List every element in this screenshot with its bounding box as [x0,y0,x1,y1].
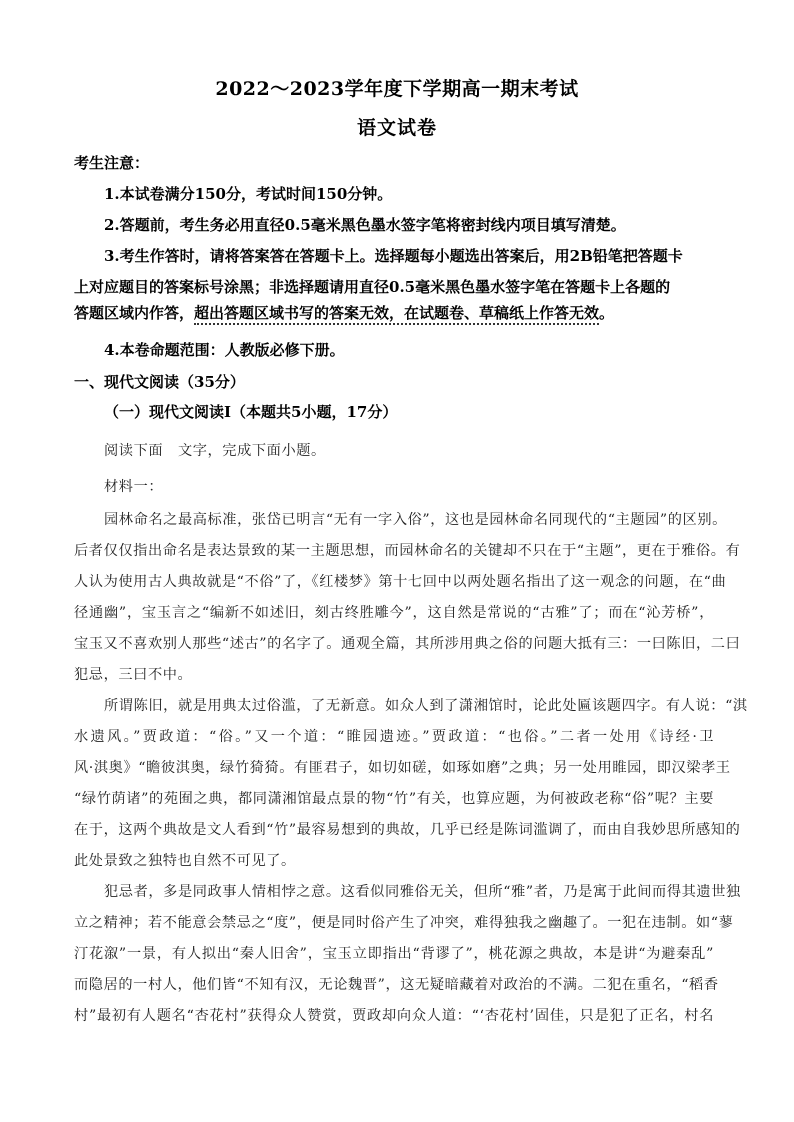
notice-item-3-end: 。 [599,304,615,322]
passage-p2-line-2: 水遗风。”贾政道：“俗。”又一个道：“睢园遗迹。”贾政道：“也俗。”二者一处用《诗经·卫 [74,729,714,745]
passage-p1-line-3: 人认为使用古人典故就是“不俗”了，《红楼梦》第十七回中以两处题名指出了这一观念的问题，在“曲 [74,574,727,590]
passage-p2-line-6: 此处景致之独特也自然不可见了。 [74,853,296,869]
exam-title: 2022～2023学年度下学期高一期末考试 [215,78,579,100]
notice-item-4: 4.本卷命题范围：人教版必修下册。 [104,341,345,359]
passage-p1-line-6: 犯忌，三曰不中。 [74,667,193,683]
exam-subject-title: 语文试卷 [356,117,437,139]
passage-p3-line-1: 犯忌者，多是同政事人情相悖之意。这看似同雅俗无关，但所“雅”者，乃是寓于此间而得其遗世独 [104,884,741,900]
notice-item-3-line-2: 上对应题目的答案标号涂黑；非选择题请用直径0.5毫米黑色墨水签字笔在答题卡上各题的 [74,278,671,296]
notice-item-3-plain-text: 答题区域内作答， [74,304,195,322]
passage-p3-line-2: 立之精神；若不能意会禁忌之“度”，便是同时俗产生了冲突，难得独我之幽趣了。一犯在违制。如“蓼 [74,915,734,931]
subsection-heading: （一）现代文阅读Ⅰ（本题共5小题，17分） [104,403,398,421]
notice-heading: 考生注意： [74,154,150,172]
notice-item-1: 1.本试卷满分150分，考试时间150分钟。 [104,185,393,203]
passage-p3-line-3: 汀花溆”一景，有人拟出“秦人旧舍”，宝玉立即指出“背谬了”，桃花源之典故，本是讲“为避秦乱” [74,946,714,962]
notice-item-2: 2.答题前，考生务必用直径0.5毫米黑色墨水签字笔将密封线内项目填写清楚。 [104,216,626,234]
passage-p1-line-5: 宝玉又不喜欢别人那些“述古”的名字了。通观全篇，其所涉用典之俗的问题大抵有三：一曰陈旧，二曰 [74,636,741,652]
notice-item-3-line-3 [74,302,614,323]
passage-p3-line-4: 而隐居的一村人，他们皆“不知有汉，无论魏晋”，这无疑暗藏着对政治的不满。二犯在重名，“稻香 [74,977,719,993]
passage-p2-line-1: 所谓陈旧，就是用典太过俗滥，了无新意。如众人到了潇湘馆时，论此处匾该题四字。有人说：“淇 [104,698,748,714]
section-heading: 一、现代文阅读（35分） [74,373,245,391]
reading-instruction: 阅读下面 文字，完成下面小题。 [104,443,326,459]
passage-p2-line-3: 风·淇奥》“瞻彼淇奥，绿竹猗猗。有匪君子，如切如磋，如琢如磨”之典；另一处用睢园，即汉梁孝王 [74,760,731,776]
passage-p3-line-5: 村”最初有人题名“杏花村”获得众人赞赏，贾政却向众人道：“‘杏花村’固佳，只是犯了正名，村名 [74,1008,714,1024]
material-label: 材料一： [104,479,164,495]
passage-p1-line-2: 后者仅仅指出命名是表达景致的某一主题思想，而园林命名的关键却不只在于“主题”，更在于雅俗。有 [74,543,741,559]
notice-item-3-line-1: 3.考生作答时，请将答案答在答题卡上。选择题每小题选出答案后，用2B铅笔把答题卡 [104,247,683,265]
passage-p1-line-4: 径通幽”，宝玉言之“编新不如述旧，刻古终胜雕今”，这自然是常说的“古雅”了；而在“沁芳桥”， [74,605,714,621]
passage-p2-line-5: 在于，这两个典故是文人看到“竹”最容易想到的典故，几乎已经是陈词滥调了，而由自我妙思所感知的 [74,822,741,838]
notice-item-3-emphasis: 超出答题区域书写的答案无效，在试题卷、草稿纸上作答无效 [194,304,599,325]
passage-p1-line-1: 园林命名之最高标准，张岱已明言“无有一字入俗”，这也是园林命名同现代的“主题园”的区别。 [104,512,727,528]
passage-p2-line-4: “绿竹荫诸”的苑囿之典，都同潇湘馆最点景的物“竹”有关，也算应题，为何被政老称“俗”呢？主要 [74,791,714,807]
